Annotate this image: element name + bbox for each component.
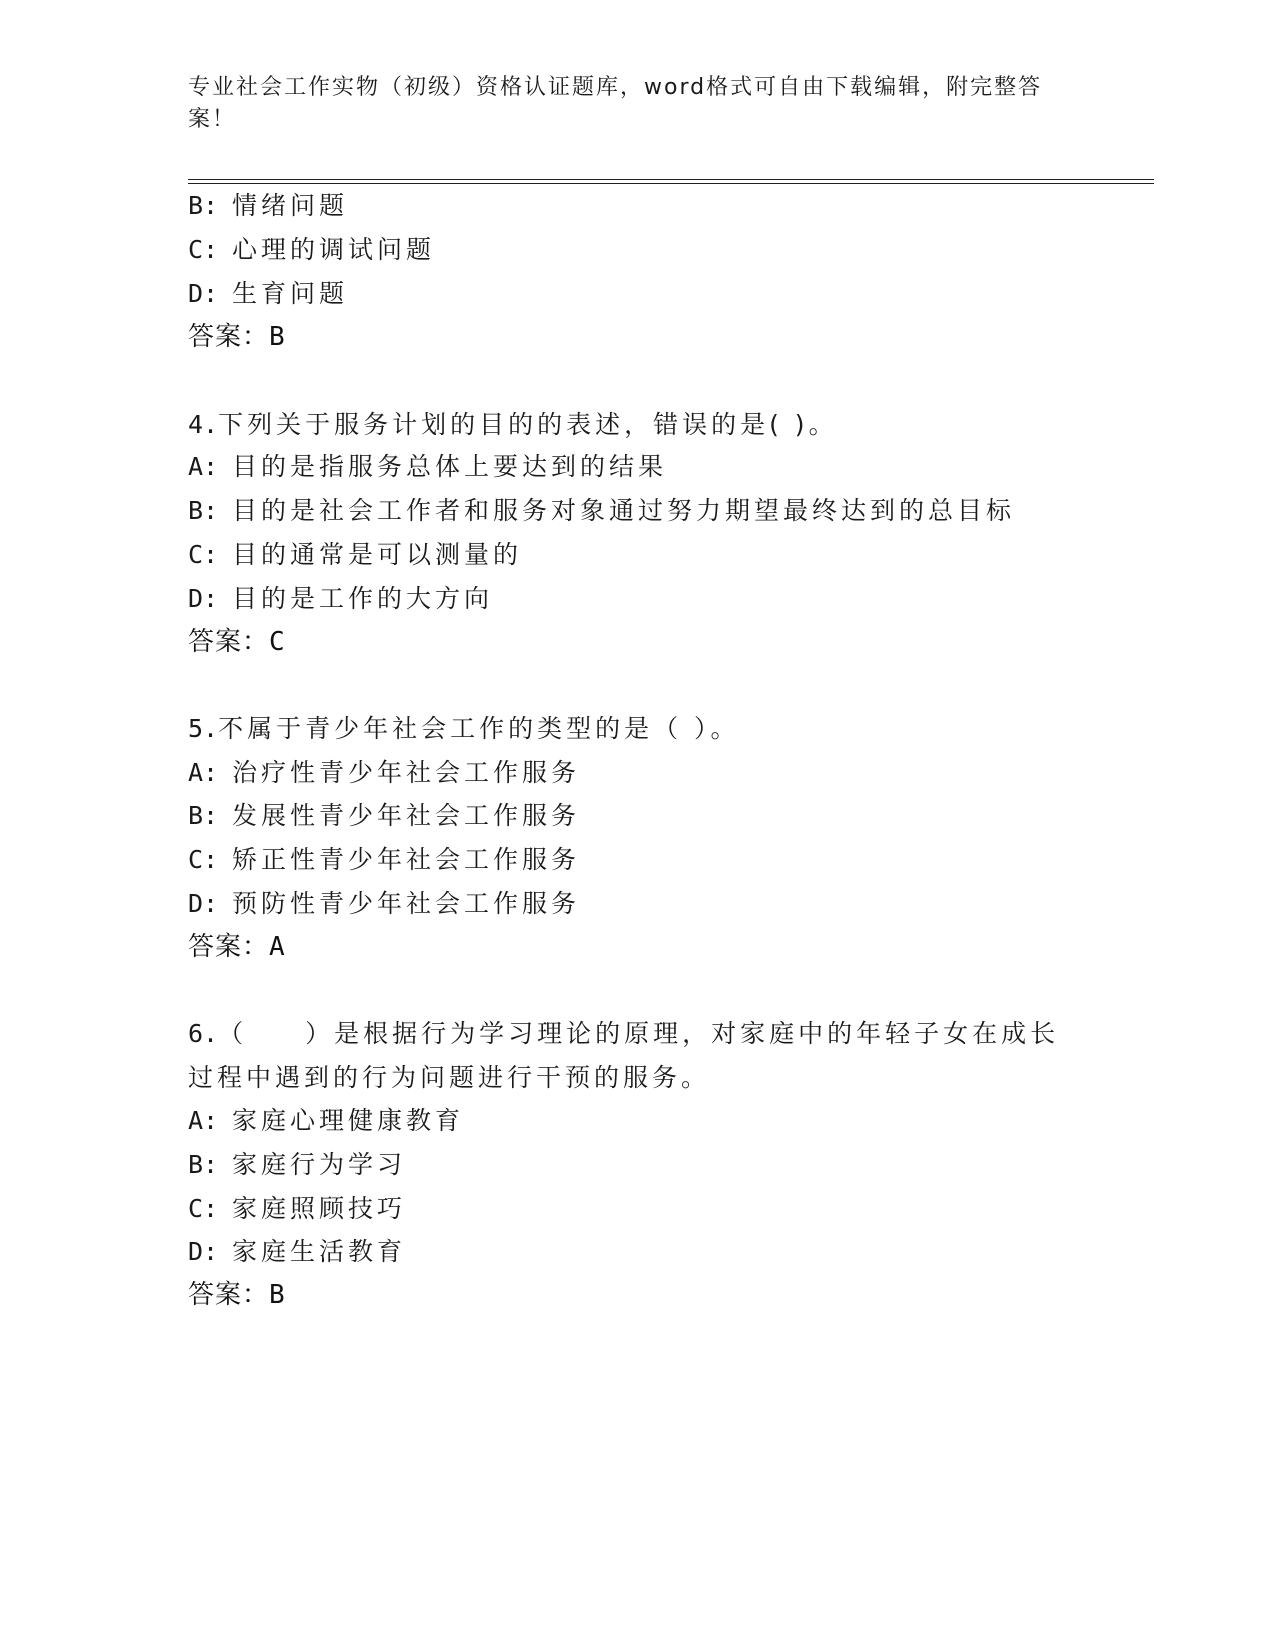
q6-option-d: D: 家庭生活教育: [188, 1237, 407, 1266]
header-line-2: 案！: [188, 107, 237, 132]
header-rule-top: [188, 179, 1154, 180]
q4-option-b: B: 目的是社会工作者和服务对象通过努力期望最终达到的总目标: [188, 496, 1016, 525]
q5-option-a: A: 治疗性青少年社会工作服务: [188, 758, 581, 787]
q6-stem-line-2: 过程中遇到的行为问题进行干预的服务。: [188, 1063, 711, 1092]
q6-answer: 答案：B: [188, 1280, 286, 1310]
q5-option-d: D: 预防性青少年社会工作服务: [188, 889, 581, 918]
q5-option-b: B: 发展性青少年社会工作服务: [188, 801, 581, 830]
q3-option-b: B: 情绪问题: [188, 191, 349, 220]
q4-option-c: C: 目的通常是可以测量的: [188, 540, 523, 569]
q6-option-c: C: 家庭照顾技巧: [188, 1194, 407, 1223]
q5-answer: 答案：A: [188, 932, 286, 962]
q4-option-a: A: 目的是指服务总体上要达到的结果: [188, 452, 668, 481]
q5-option-c: C: 矫正性青少年社会工作服务: [188, 845, 581, 874]
header-rule-bottom: [188, 183, 1154, 184]
page-header: [188, 72, 1068, 136]
q3-option-c: C: 心理的调试问题: [188, 235, 436, 264]
q4-answer: 答案：C: [188, 627, 286, 657]
q6-stem-line-1: 6.（ ）是根据行为学习理论的原理，对家庭中的年轻子女在成长: [188, 1019, 1060, 1048]
q4-option-d: D: 目的是工作的大方向: [188, 584, 494, 613]
q3-answer: 答案：B: [188, 322, 286, 352]
q5-stem: 5.不属于青少年社会工作的类型的是（ ）。: [188, 714, 740, 743]
q6-option-a: A: 家庭心理健康教育: [188, 1106, 465, 1135]
q6-option-b: B: 家庭行为学习: [188, 1150, 407, 1179]
q3-option-d: D: 生育问题: [188, 279, 349, 308]
q4-stem: 4.下列关于服务计划的目的的表述，错误的是( )。: [188, 410, 838, 439]
header-line-1: 专业社会工作实物（初级）资格认证题库，word格式可自由下载编辑，附完整答: [188, 75, 1043, 100]
